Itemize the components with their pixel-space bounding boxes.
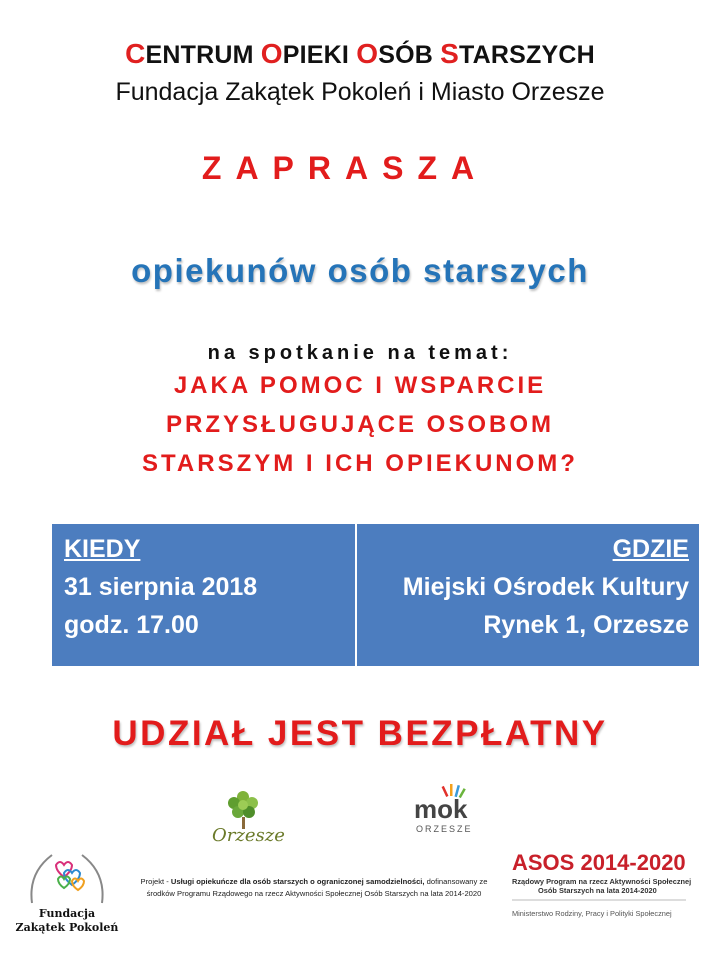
mok-logo-sub: ORZESZE: [416, 824, 473, 834]
org-title-word: CENTRUM: [125, 38, 261, 69]
event-address: Rynek 1, Orzesze: [483, 611, 689, 639]
where-column: [357, 524, 699, 666]
asos-logo-graphic: [508, 848, 708, 928]
invite-heading: ZAPRASZA: [201, 150, 489, 186]
org-subtitle: Fundacja Zakątek Pokoleń i Miasto Orzesze: [115, 78, 605, 106]
tree-icon: [212, 783, 302, 849]
event-venue: Miejski Ośrodek Kultury: [402, 573, 689, 601]
asos-title: ASOS 2014-2020: [512, 850, 686, 875]
org-title-word: STARSZYCH: [440, 38, 595, 69]
event-time: godz. 17.00: [64, 611, 199, 639]
meeting-lead: na spotkanie na temat:: [207, 342, 513, 364]
topic-line: JAKA POMOC I WSPARCIE: [173, 372, 547, 399]
org-title-word: OSÓB: [356, 38, 441, 69]
mok-logo: [410, 780, 500, 840]
topic-line: STARSZYM I ICH OPIEKUNOM?: [142, 450, 578, 477]
project-prefix: Projekt -: [140, 877, 171, 886]
topic-line: PRZYSŁUGUJĄCE OSOBOM: [165, 411, 555, 438]
project-funding: dofinansowany ze środków Programu Rządowego na rzecz Aktywności Społecznej Osób Starszych na lata 2014-2020: [146, 877, 488, 898]
asos-line2: Osób Starszych na lata 2014-2020: [538, 886, 657, 895]
asos-logo: [508, 848, 708, 928]
org-title: [0, 38, 720, 70]
when-column: [52, 524, 357, 666]
orzesze-logo: [212, 783, 302, 849]
asos-ministry: Ministerstwo Rodziny, Pracy i Polityki Społecznej: [512, 909, 672, 918]
org-title-word: OPIEKI: [260, 38, 357, 69]
audience-heading: opiekunów osób starszych: [131, 252, 589, 289]
mok-hand-icon: [410, 780, 500, 840]
when-label: KIEDY: [64, 535, 141, 563]
asos-line1: Rządowy Program na rzecz Aktywności Społecznej: [512, 877, 692, 886]
hands-hearts-icon: [10, 843, 138, 943]
where-label: GDZIE: [612, 535, 689, 563]
project-title: Usługi opiekuńcze dla osób starszych o ograniczonej samodzielności,: [170, 877, 425, 886]
event-details-box: [52, 524, 699, 666]
event-date: 31 sierpnia 2018: [64, 573, 258, 601]
fundacja-logo-line1: Fundacja: [38, 907, 96, 920]
mok-logo-text: mok: [414, 794, 468, 824]
project-note: [138, 876, 490, 899]
fundacja-logo-line2: Zakątek Pokoleń: [15, 921, 119, 934]
free-entry-notice: UDZIAŁ JEST BEZPŁATNY: [112, 714, 608, 753]
orzesze-logo-text: Orzesze: [212, 825, 285, 846]
fundacja-logo: [10, 843, 138, 943]
